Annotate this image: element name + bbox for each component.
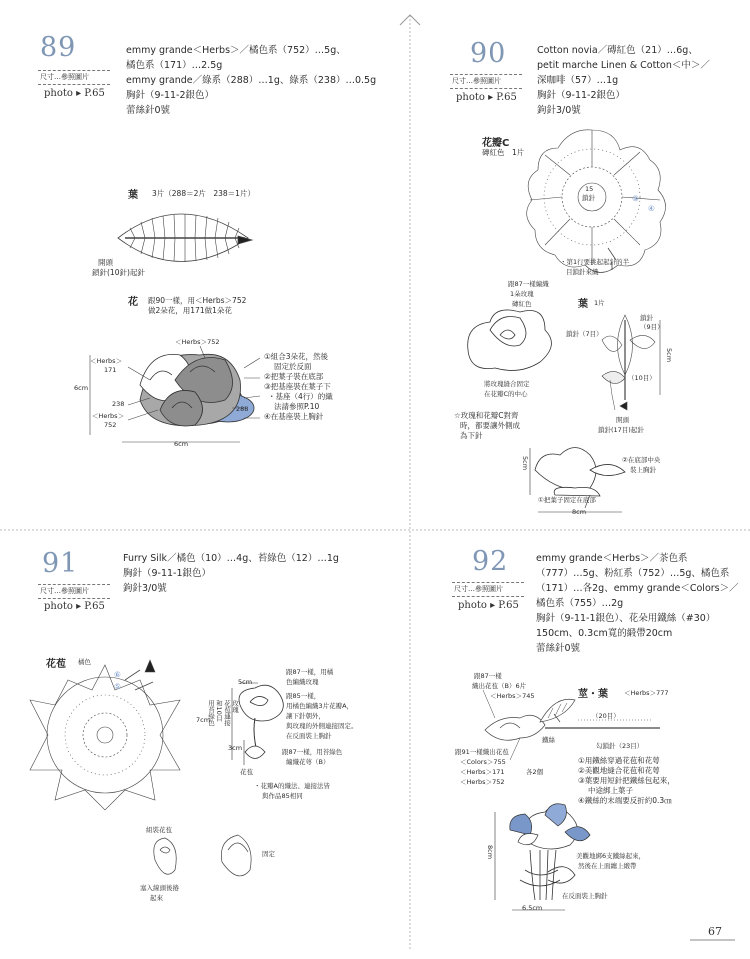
stem-title-92: 莖・葉 xyxy=(578,689,608,700)
round4-90: ④ xyxy=(648,204,655,213)
label-herbs752-top: ＜Herbs＞752 xyxy=(175,338,220,346)
pattern-number-89: 89 xyxy=(40,32,77,63)
note-b-91e: 在反面裝上胸針 xyxy=(286,732,332,740)
divider-92 xyxy=(452,582,524,583)
divider-89 xyxy=(38,70,110,71)
note-a-91: 跟87一樣，用橘 xyxy=(286,668,334,676)
leaf-title-90: 葉 xyxy=(578,299,588,310)
brooch-note-92: 在反面裝上胸針 xyxy=(562,892,608,900)
label-herbs171: ＜Herbs＞ xyxy=(90,357,123,365)
material-line: 胸針（9-11-1銀色） xyxy=(123,568,212,579)
size-ref-89: 尺寸…參照圖片 xyxy=(40,73,89,81)
materials-92 xyxy=(536,551,739,656)
bud-assembly-91 xyxy=(154,835,251,876)
leaf-diagram-89 xyxy=(118,214,252,262)
material-line: Cotton novia／磚紅色（21）…6g、 xyxy=(537,45,698,56)
step-line: 固定於反面 xyxy=(274,362,312,371)
material-line: （171）…各2g、emmy grande＜Colors＞／ xyxy=(536,583,739,594)
chain10-90: （10目） xyxy=(628,374,656,382)
step-line: ②把葉子裝在底部 xyxy=(264,372,324,381)
step-line: ④在基座裝上胸針 xyxy=(264,412,324,421)
size-ref-91: 尺寸…參照圖片 xyxy=(40,587,89,595)
fix-note-90: 將玫瑰縫合固定 xyxy=(484,380,530,388)
vertical-note-91: 用苔綠色 xyxy=(207,700,215,726)
material-line: 150cm、0.3cm寬的緞帶20cm xyxy=(536,628,673,639)
step-line: ①用鐵絲穿過花苞和花萼 xyxy=(578,756,660,765)
label-6cm-89: 6cm xyxy=(74,384,89,392)
rose-note-90: 跟87一樣編織 xyxy=(508,280,549,288)
pattern-number-92: 92 xyxy=(472,546,509,577)
step-line: ③葉要用短針把鐵絲包起來， xyxy=(578,776,675,785)
round5-91: ⑤ xyxy=(114,682,121,691)
flower-note-92: 跟91一樣織出花苞 xyxy=(455,748,509,756)
step-line: ③把基座裝在葉子下 xyxy=(264,382,331,391)
photo-ref-91: photo ▸ P.65 xyxy=(44,601,105,612)
label-288: 288 xyxy=(236,405,249,413)
leaf-count-90: 1片 xyxy=(594,299,605,307)
start-90b: 鎖針(17目)起針 xyxy=(598,426,644,434)
material-line: 橘色系（755）…2g xyxy=(536,598,624,609)
bud-note-92: 跟87一樣 xyxy=(474,672,502,680)
label-171: 171 xyxy=(104,366,117,374)
material-line: 深咖啡（57）…1g xyxy=(537,75,619,86)
rose-note-90c: 磚紅色 xyxy=(512,300,532,308)
fix-note-90b: 在花瓣C的中心 xyxy=(484,390,528,398)
pattern-number-90: 90 xyxy=(470,38,507,69)
note-a-91b: 色編織玫瑰 xyxy=(286,678,319,686)
label-752: 752 xyxy=(104,421,117,429)
divider-91 xyxy=(38,584,110,585)
flower-note-92c: ＜Herbs＞171 xyxy=(460,768,505,776)
divider-90 xyxy=(450,74,522,75)
ref-note-91: ・花瓣A的織法、連接法皆 xyxy=(254,782,330,790)
petal-c-diagram-90 xyxy=(527,130,666,273)
ref-note-91b: 與作品85相同 xyxy=(262,792,303,800)
materials-91 xyxy=(123,551,339,596)
center-num-90: 15 xyxy=(585,185,594,193)
round3-90: ③ xyxy=(632,194,639,203)
note-b-91d: 與玫瑰的外側連接固定。 xyxy=(286,722,358,730)
divider-89b xyxy=(38,84,110,85)
material-line: 橘色系（171）…2.5g xyxy=(126,60,223,71)
step-line: ①組合3朵花，然後 xyxy=(264,352,328,361)
stem-color-92: ＜Herbs＞777 xyxy=(624,689,669,697)
label-6cm-width-89: 6cm xyxy=(174,440,189,448)
chain7-90: 鎖針（7目） xyxy=(566,330,603,338)
note-c-91: 跟87一樣，用苔綠色 xyxy=(282,748,343,756)
step-line: 中途綁上葉子 xyxy=(588,786,633,795)
note-b-91b: 用橘色編織3片花瓣A， xyxy=(286,702,354,710)
note-b-91c: 讓下針朝外， xyxy=(286,712,325,720)
bud-note-92c: ＜Herbs＞745 xyxy=(490,692,535,700)
eight-cm-92: 8cm xyxy=(486,845,494,860)
center-label-90: 鎖針 xyxy=(582,194,595,202)
start-90: 開頭 xyxy=(616,416,629,424)
divider-92b xyxy=(452,596,524,597)
size-ref-90: 尺寸…參照圖片 xyxy=(452,77,501,85)
material-line: （777）…5g、粉紅系（752）…5g、橘色系 xyxy=(536,568,730,579)
material-line: 鉤針3/0號 xyxy=(123,583,167,594)
rose-diagram-90 xyxy=(468,310,552,370)
photo-ref-90: photo ▸ P.65 xyxy=(456,92,517,103)
side-5cm-90: 5cm xyxy=(521,456,529,471)
three-cm-91: 3cm xyxy=(228,744,243,752)
insert-note-91b: 起來 xyxy=(150,894,163,902)
bud-note-92b: 織出花苞（B）6片 xyxy=(472,682,527,690)
row20-92: （20目） xyxy=(592,712,620,720)
flower-title-89: 花 xyxy=(128,297,138,308)
leaf-start-89b: 鎖針(10針)起針 xyxy=(92,268,145,277)
note-c-91b: 編織花萼（B） xyxy=(286,758,330,766)
center-back-90: ②在底部中央 xyxy=(622,456,661,464)
each2-92: 各2個 xyxy=(526,768,544,776)
seven-cm-91: 7cm xyxy=(196,716,211,724)
leaf-bottom-90: ①把葉子固定在底部 xyxy=(538,496,596,504)
five-cm-90: 5cm xyxy=(665,348,673,363)
vertical-note-91c: 花苞連接 xyxy=(223,700,231,726)
center-back-90b: 裝上胸針 xyxy=(630,466,656,474)
pattern-number-91: 91 xyxy=(42,548,79,579)
flower-note-89: 跟90一樣，用＜Herbs＞752 xyxy=(148,296,247,305)
first-row-90: ・第1行要挑起起針的半 xyxy=(560,258,630,266)
photo-ref-89: photo ▸ P.65 xyxy=(44,88,105,99)
combo-title-91: 組裝花苞 xyxy=(146,826,172,834)
width-92: 6.5cm xyxy=(522,904,543,912)
steps-89 xyxy=(264,352,333,422)
first-row-90b: 目鎖針來織 xyxy=(566,268,599,276)
petal-title-90: 花瓣C xyxy=(482,138,510,149)
step-line: ④鐵絲的末端要反折約0.3㎝ xyxy=(578,796,672,805)
chain23-92: 勾鎖針（23目） xyxy=(596,742,644,750)
material-line: petit marche Linen & Cotton＜中＞／ xyxy=(537,60,710,71)
material-line: 蕾絲針0號 xyxy=(126,105,171,116)
divider-90b xyxy=(450,88,522,89)
flower-note-92d: ＜Herbs＞752 xyxy=(460,778,505,786)
page-number: 67 xyxy=(708,925,722,938)
tie-note-92: 美觀地綁6支鐵絲起來， xyxy=(576,852,646,860)
calyx-diagram-91 xyxy=(30,660,180,810)
photo-ref-92: photo ▸ P.65 xyxy=(458,600,519,611)
material-line: 胸針（9-11-2銀色） xyxy=(126,90,215,101)
flower-note-92b: ＜Colors＞755 xyxy=(460,758,506,766)
star-note-90c: 為下針 xyxy=(460,431,483,440)
material-line: 胸針（9-11-2銀色） xyxy=(537,90,626,101)
chain9b-90: （9目） xyxy=(640,323,664,331)
vertical-note-91d: 玫瑰 xyxy=(231,700,239,713)
divider-91b xyxy=(38,598,110,599)
fix-label-91: 固定 xyxy=(262,850,275,858)
label-238: 238 xyxy=(112,400,125,408)
step-line: ・基座（4行）的織 xyxy=(268,392,333,401)
calyx-title-91: 花苞 xyxy=(46,659,66,670)
label-herbs752: ＜Herbs＞ xyxy=(92,412,125,420)
material-line: emmy grande／綠系（288）…1g、綠系（238）…0.5g xyxy=(126,75,377,86)
step-line: ②美觀地縫合花苞和花萼 xyxy=(578,766,660,775)
material-line: 鉤針3/0號 xyxy=(537,105,581,116)
wire-label-92: 鐵絲 xyxy=(542,736,555,744)
leaf-start-89: 開頭 xyxy=(98,258,113,267)
star-note-90b: 時，都要讓外側成 xyxy=(460,421,520,430)
star-note-90: ☆玫瑰和花瓣C對齊 xyxy=(454,411,519,420)
round6-91: ⑥ xyxy=(114,670,121,679)
vertical-note-91b: 和10目 xyxy=(215,700,223,722)
materials-89 xyxy=(126,43,376,118)
steps-92 xyxy=(578,756,675,806)
rose-note-90b: 1朵玫瑰 xyxy=(510,290,534,298)
width8-90: 8cm xyxy=(572,508,587,516)
size-ref-92: 尺寸…參照圖片 xyxy=(454,585,503,593)
material-line: 胸針（9-11-1銀色）、花朵用鐵絲（#30） xyxy=(536,613,716,624)
leaf-note-89: 3片（288＝2片 238＝1片） xyxy=(152,189,255,198)
materials-90 xyxy=(537,43,710,118)
bud-label-91: 花苞 xyxy=(240,768,253,776)
flower-note-89b: 做2朵花，用171做1朵花 xyxy=(148,306,232,315)
leaf-title-89: 葉 xyxy=(128,190,138,201)
stem-leaf-92 xyxy=(485,699,660,740)
note-b-91: 跟85一樣， xyxy=(286,692,321,700)
material-line: emmy grande＜Herbs＞／橘色系（752）…5g、 xyxy=(126,45,346,56)
page-dividers xyxy=(0,15,750,950)
petal-color-90: 磚紅色 1片 xyxy=(482,148,525,157)
step-line: 法請參照P.10 xyxy=(274,402,320,411)
material-line: emmy grande＜Herbs＞／茶色系 xyxy=(536,553,688,564)
material-line: 蕾絲針0號 xyxy=(536,643,581,654)
insert-note-91: 塞入線頭後捲 xyxy=(140,884,179,892)
material-line: Furry Silk／橘色（10）…4g、苔綠色（12）…1g xyxy=(123,553,339,564)
calyx-color-91: 橘色 xyxy=(78,658,91,666)
five-cm-91: 5cm xyxy=(238,678,253,686)
tie-note-92b: 然後在上面纏上緞帶 xyxy=(578,862,637,870)
chain9-90: 鎖針 xyxy=(640,314,653,322)
